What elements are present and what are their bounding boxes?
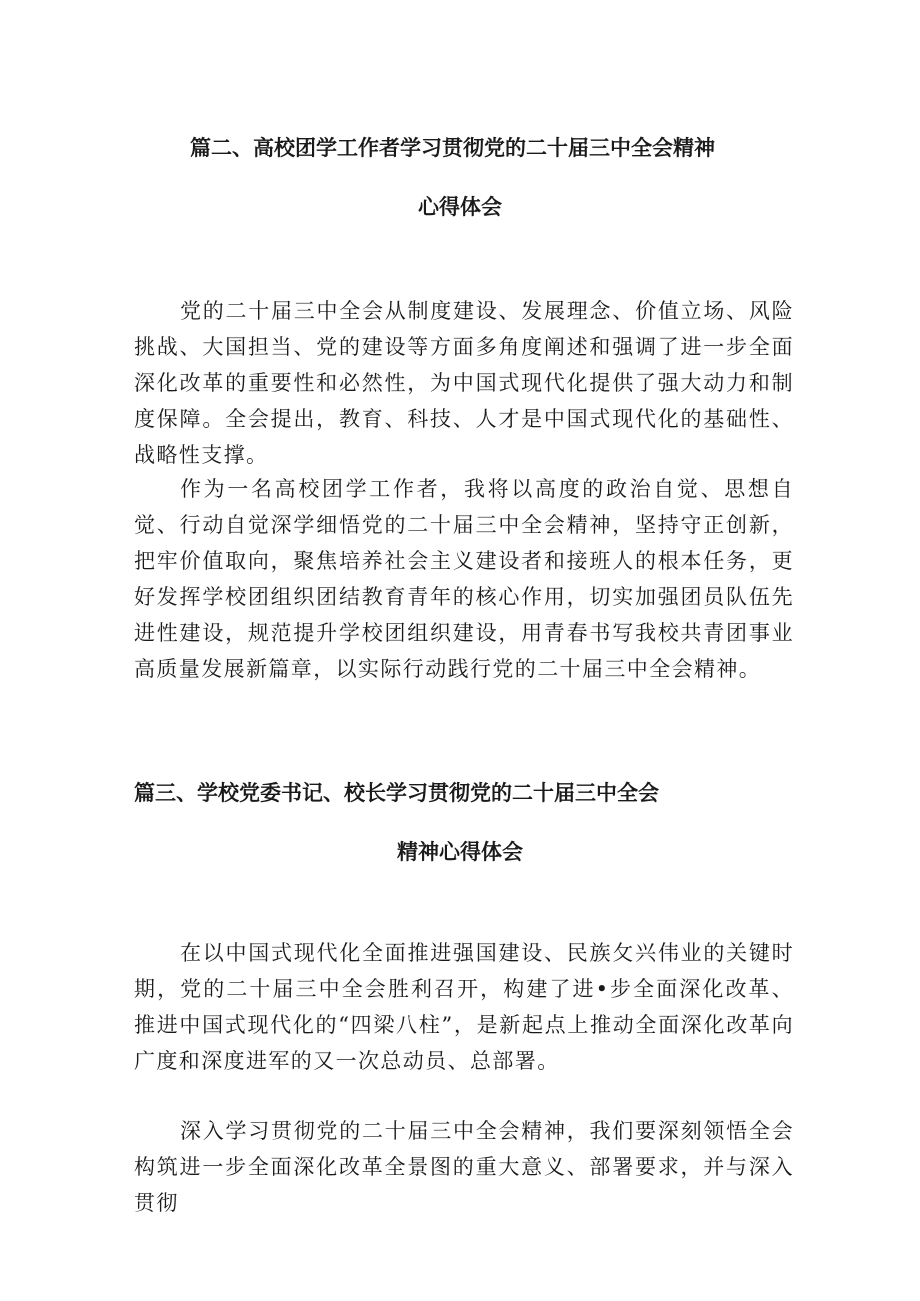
section2-title-line2: 心得体会 — [418, 194, 502, 219]
section2-title-line1: 篇二、高校团学工作者学习贯彻党的二十届三中全会精神 — [190, 135, 715, 160]
section2-paragraph-2: 作为一名高校团学工作者，我将以高度的政治自觉、思想自觉、行动自觉深学细悟党的二十届三中全会精神，坚持守正创新，把牢价值取向，聚焦培养社会主义建设者和接班人的根本任务，更好发挥学校团组织团结教育青年的核心作用，切实加强团员队伍先进性建设，规范提升学校团组织建设，用青春书写我校共青团事业高质量发展新篇章，以实际行动践行党的二十届三中全会精神。 — [134, 477, 794, 681]
section3-title-line2: 精神心得体会 — [397, 839, 523, 864]
section2-paragraph-1: 党的二十届三中全会从制度建设、发展理念、价值立场、风险挑战、大国担当、党的建设等方面多角度阐述和强调了进一步全面深化改革的重要性和必然性，为中国式现代化提供了强大动力和制度保障。全会提出，教育、科技、人才是中国式现代化的基础性、战略性支撑。 — [134, 299, 794, 467]
section3-paragraph-1: 在以中国式现代化全面推进强国建设、民族攵兴伟业的关键时期，党的二十届三中全会胜利召开，构建了进•步全面深化改革、推进中国式现代化的“四梁八柱”，是新起点上推动全面深化改革向广度和深度进军的又一次总动员、总部署。 — [134, 941, 794, 1073]
section3-paragraph-2: 深入学习贯彻党的二十届三中全会精神，我们要深刻领悟全会构筑进一步全面深化改革全景图的重大意义、部署要求，并与深入贯彻 — [134, 1119, 794, 1215]
section3-title-line1: 篇三、学校党委书记、校长学习贯彻党的二十届三中全会 — [134, 780, 659, 805]
